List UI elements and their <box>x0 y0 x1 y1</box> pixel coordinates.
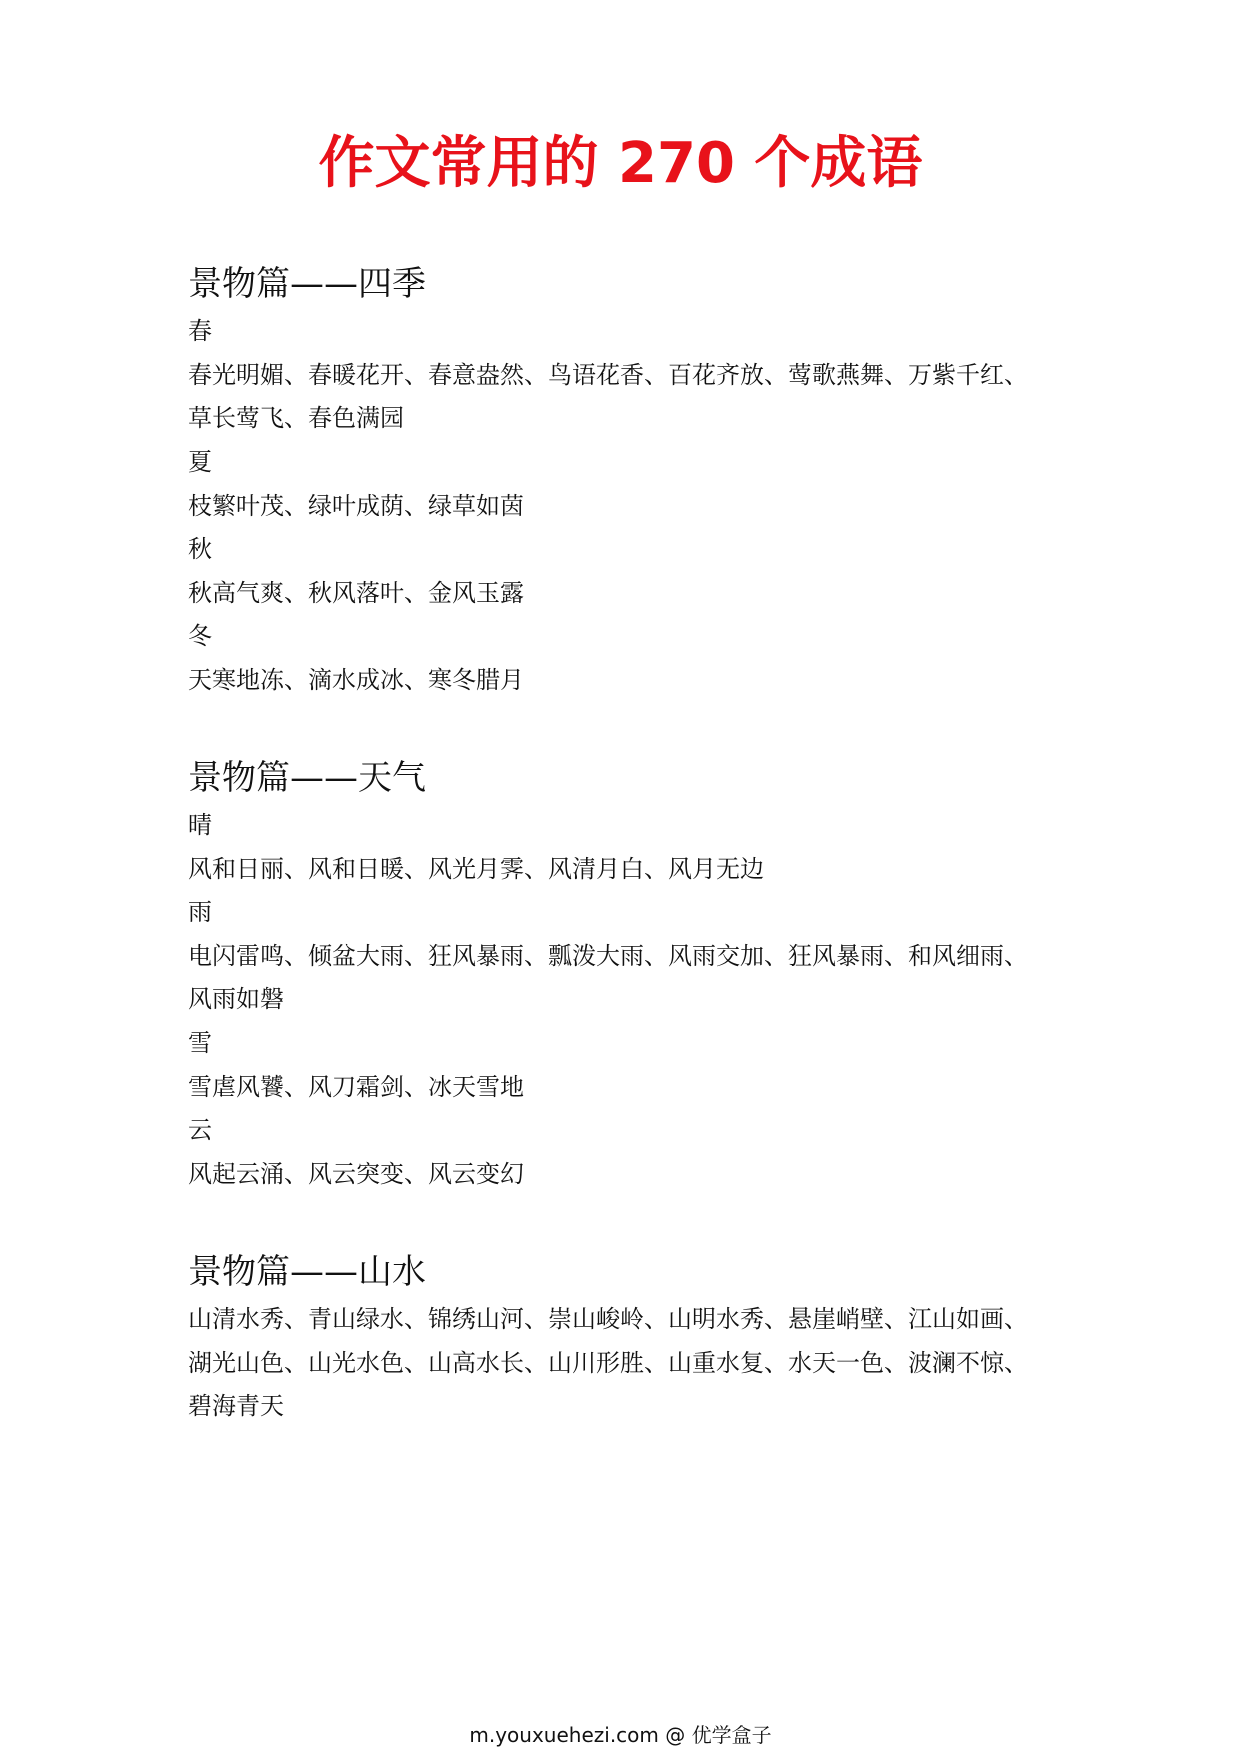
idiom-line: 湖光山色、山光水色、山高水长、山川形胜、山重水复、水天一色、波澜不惊、 <box>188 1349 1028 1377</box>
idiom-line: 秋高气爽、秋风落叶、金风玉露 <box>188 579 524 607</box>
idiom-line: 山清水秀、青山绿水、锦绣山河、崇山峻岭、山明水秀、悬崖峭壁、江山如画、 <box>188 1305 1028 1333</box>
footer-credit: m.youxuehezi.com @ 优学盒子 <box>469 1723 772 1747</box>
idiom-line: 枝繁叶茂、绿叶成荫、绿草如茵 <box>188 492 524 520</box>
section-heading-weather: 景物篇——天气 <box>188 758 426 798</box>
idiom-line: 雪虐风饕、风刀霜剑、冰天雪地 <box>188 1073 524 1101</box>
idiom-line: 风雨如磐 <box>188 985 284 1013</box>
group-label-spring: 春 <box>188 317 212 345</box>
page-title: 作文常用的 270 个成语 <box>318 131 923 196</box>
group-label-cloud: 云 <box>188 1116 212 1144</box>
group-label-snow: 雪 <box>188 1029 212 1057</box>
idiom-line: 碧海青天 <box>188 1392 284 1420</box>
group-label-winter: 冬 <box>188 622 212 650</box>
section-heading-seasons: 景物篇——四季 <box>188 264 426 304</box>
idiom-line: 天寒地冻、滴水成冰、寒冬腊月 <box>188 666 524 694</box>
idiom-line: 电闪雷鸣、倾盆大雨、狂风暴雨、瓢泼大雨、风雨交加、狂风暴雨、和风细雨、 <box>188 942 1028 970</box>
group-label-summer: 夏 <box>188 448 212 476</box>
idiom-line: 风和日丽、风和日暖、风光月霁、风清月白、风月无边 <box>188 855 764 883</box>
group-label-autumn: 秋 <box>188 535 212 563</box>
section-heading-landscape: 景物篇——山水 <box>188 1252 426 1292</box>
idiom-line: 春光明媚、春暖花开、春意盎然、鸟语花香、百花齐放、莺歌燕舞、万紫千红、 <box>188 361 1028 389</box>
idiom-line: 风起云涌、风云突变、风云变幻 <box>188 1160 524 1188</box>
group-label-rain: 雨 <box>188 898 212 926</box>
idiom-line: 草长莺飞、春色满园 <box>188 404 404 432</box>
group-label-sunny: 晴 <box>188 811 212 839</box>
